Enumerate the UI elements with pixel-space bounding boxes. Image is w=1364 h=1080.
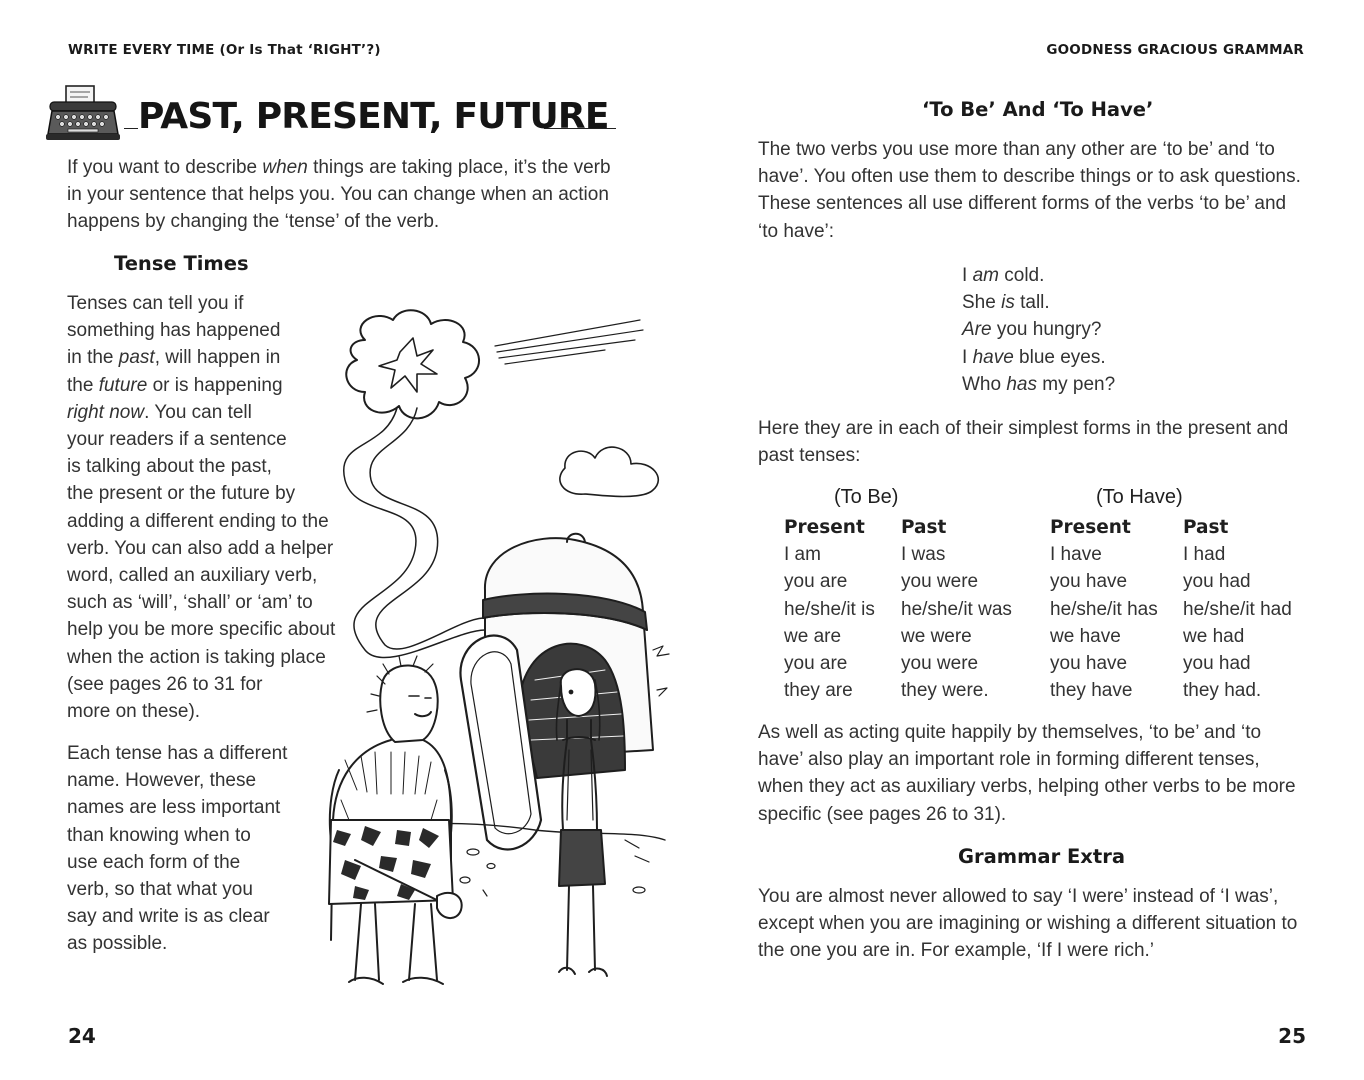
to-be-present-column: Present I am you are he/she/it is we are you are they are [784, 517, 875, 702]
to-have-present-column: Present I have you have he/she/it has we have you have they have [1050, 517, 1158, 702]
typewriter-icon [44, 84, 122, 142]
to-have-past-column: Past I had you had he/she/it had we had you had they had. [1183, 517, 1292, 702]
intro-paragraph: If you want to describe when things are taking place, it’s the verb in your sentence that helps you. You can change when an action happens by changing the ‘tense’ of the verb. [67, 157, 611, 233]
title-lead-line [124, 128, 138, 129]
title-row [44, 84, 624, 144]
example-sentence: I am cold. [962, 265, 1045, 286]
example-sentence: Are you hungry? [962, 319, 1102, 341]
title-trail-line [544, 128, 616, 129]
auxiliary-paragraph: As well as acting quite happily by themselves, ‘to be’ and ‘to have’ also play an important role in forming different tenses, when they act as auxiliary verbs, helping other verbs to be more specific (see pages 26 to 31). [758, 722, 1296, 825]
example-sentence: I have blue eyes. [962, 346, 1106, 368]
tense-times-paragraph: Tenses can tell you if something has happened in the past, will happen in the future or is happening right now. You can tell your readers if a sentence is talking about the past, the present or the future by adding a different ending to the verb. You can also add a helper word, called an auxiliary verb, such as ‘will’, ‘shall’ or ‘am’ to help you be more specific about when the action is taking place (see pages 26 to 31 for more on these). [67, 293, 336, 723]
tense-names-paragraph: Each tense has a different name. However, these names are less important than knowing when to use each form of the verb, so that what you say and write is as clear as possible. [67, 743, 288, 955]
time-machine-illustration [305, 300, 685, 990]
running-head: GOODNESS GRACIOUS GRAMMAR [1046, 42, 1304, 58]
to-be-title: (To Be) [834, 486, 899, 508]
grammar-extra-paragraph: You are almost never allowed to say ‘I were’ instead of ‘I was’, except when you are imagining or wishing a different situation to the one you are in. For example, ‘If I were rich.’ [758, 886, 1298, 962]
to-be-to-have-heading: ‘To Be’ And ‘To Have’ [922, 98, 1154, 121]
example-sentence: Who has my pen? [962, 373, 1116, 395]
example-sentences [962, 262, 1115, 398]
page-number: 25 [1278, 1024, 1306, 1048]
page-number: 24 [68, 1024, 96, 1048]
conjugation-table [784, 486, 1324, 706]
to-have-title: (To Have) [1096, 486, 1183, 508]
to-be-past-column: Past I was you were he/she/it was we were you were they were. [901, 517, 1012, 702]
page-title: PAST, PRESENT, FUTURE [138, 96, 609, 137]
tense-times-heading: Tense Times [114, 252, 249, 275]
example-sentence: She is tall. [962, 292, 1050, 314]
running-head: WRITE EVERY TIME (Or Is That ‘RIGHT’?) [68, 42, 381, 58]
to-be-intro-paragraph: The two verbs you use more than any other are ‘to be’ and ‘to have’. You often use them to describe things or to ask questions. These sentences all use different forms of the verbs ‘to be’ and ‘to have’: [758, 139, 1301, 242]
forms-intro-paragraph: Here they are in each of their simplest forms in the present and past tenses: [758, 418, 1289, 467]
grammar-extra-heading: Grammar Extra [958, 845, 1125, 868]
